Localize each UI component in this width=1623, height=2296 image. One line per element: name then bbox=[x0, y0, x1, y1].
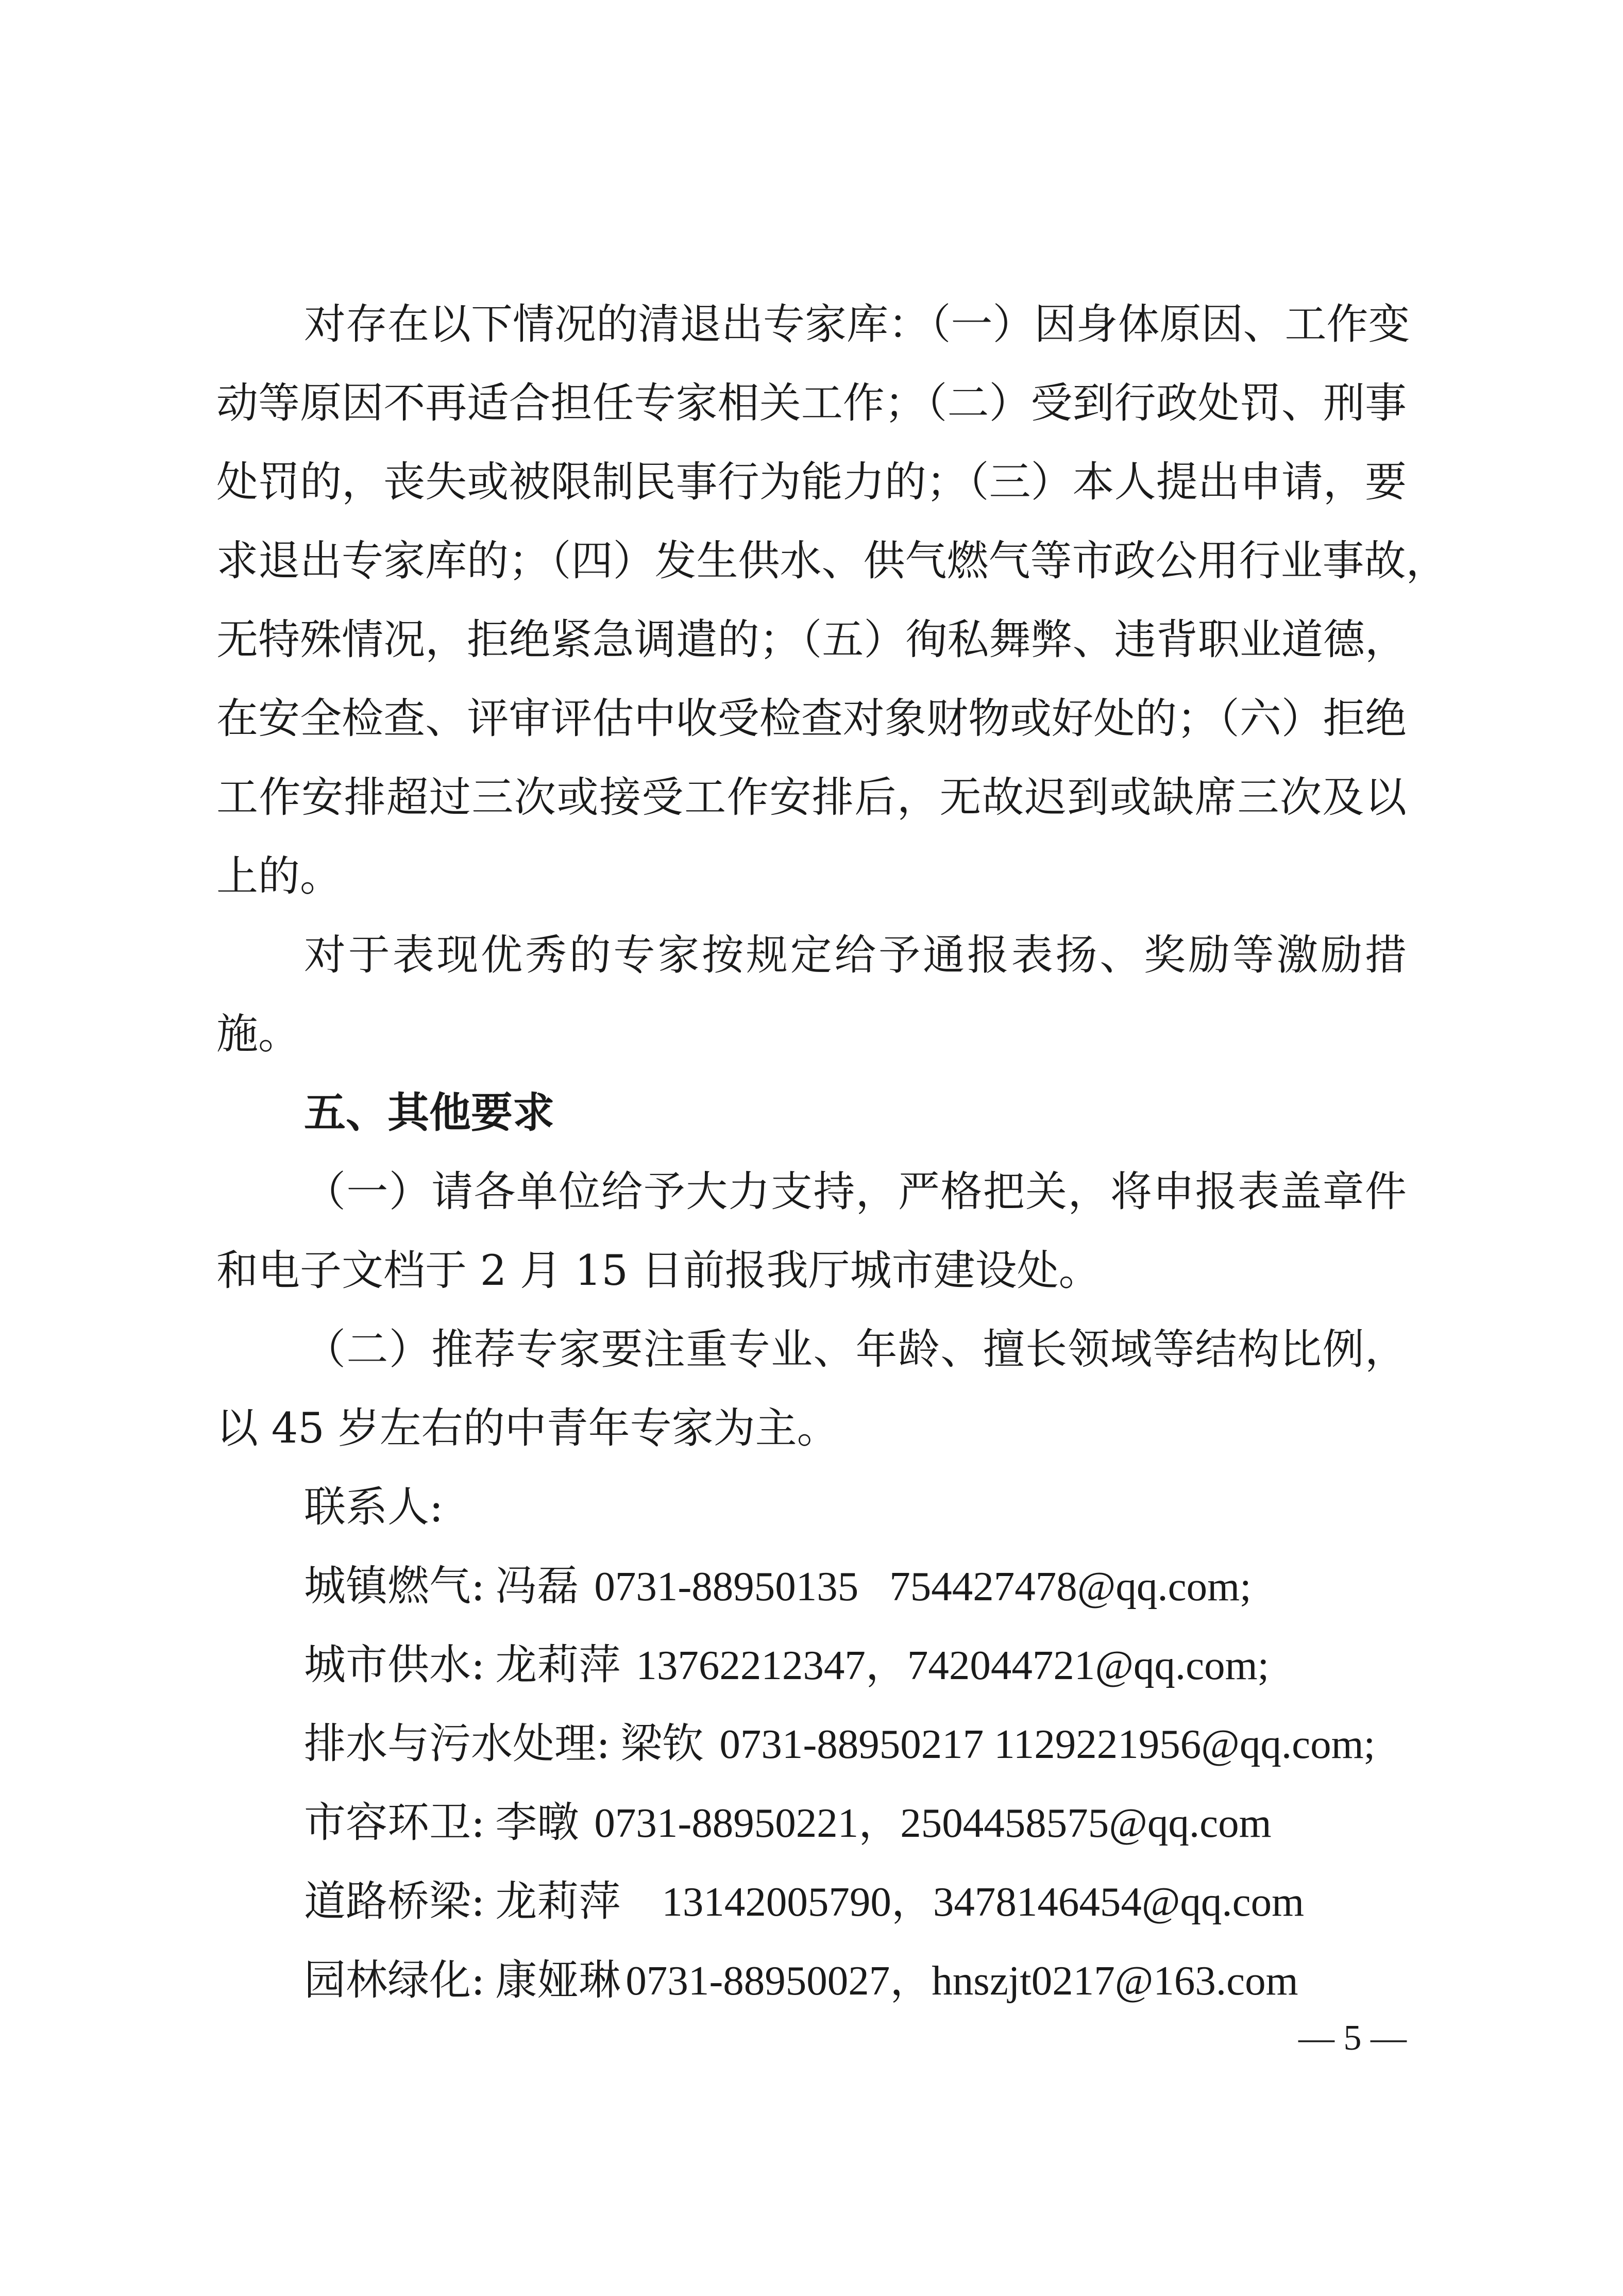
contact-row bbox=[304, 1548, 1438, 1625]
paragraph-line: 处罚的，丧失或被限制民事行为能力的；（三）本人提出申请，要 bbox=[216, 458, 1407, 507]
paragraph-line: 无特殊情况，拒绝紧急调遣的；（五）徇私舞弊、违背职业道德， bbox=[216, 616, 1407, 664]
contact-row bbox=[304, 1705, 1438, 1783]
contact-phone: 0731-88950027， bbox=[625, 1957, 932, 2004]
page-number: — 5 — bbox=[1298, 2018, 1407, 2058]
paragraph-line: 和电子文档于 2 月 15 日前报我厅城市建设处。 bbox=[216, 1247, 1101, 1295]
contact-category: 排水与污水处理: bbox=[304, 1720, 611, 1768]
contact-row bbox=[304, 1784, 1438, 1862]
contact-phone: 0731-88950135 bbox=[594, 1563, 859, 1610]
contact-category: 城市供水: bbox=[304, 1641, 485, 1689]
contact-name: 梁钦 bbox=[620, 1720, 704, 1768]
contact-row bbox=[304, 1942, 1438, 2019]
paragraph-line: （二）推荐专家要注重专业、年龄、擅长领域等结构比例， bbox=[304, 1326, 1407, 1374]
contact-name: 康娅琳 bbox=[495, 1956, 621, 2005]
paragraph-line: （一）请各单位给予大力支持，严格把关，将申报表盖章件 bbox=[304, 1168, 1407, 1216]
paragraph-line: 上的。 bbox=[216, 852, 342, 901]
paragraph-line: 对存在以下情况的清退出专家库：（一）因身体原因、工作变 bbox=[304, 300, 1410, 349]
paragraph-line: 求退出专家库的；（四）发生供水、供气燃气等市政公用行业事故， bbox=[216, 537, 1448, 585]
contact-phone: 13142005790， bbox=[662, 1879, 933, 1925]
paragraph-line: 动等原因不再适合担任专家相关工作；（二）受到行政处罚、刑事 bbox=[216, 379, 1407, 428]
contact-category: 市容环卫: bbox=[304, 1799, 485, 1847]
section-heading: 五、其他要求 bbox=[304, 1089, 555, 1137]
contact-email: 754427478@qq.com; bbox=[889, 1563, 1252, 1610]
contact-name: 龙莉萍 bbox=[495, 1641, 621, 1689]
contact-category: 道路桥梁: bbox=[304, 1878, 485, 1926]
paragraph-line: 对于表现优秀的专家按规定给予通报表扬、奖励等激励措 bbox=[304, 931, 1407, 980]
contact-email: 742044721@qq.com; bbox=[907, 1642, 1270, 1688]
paragraph-line: 工作安排超过三次或接受工作安排后，无故迟到或缺席三次及以 bbox=[216, 774, 1407, 822]
paragraph-line: 在安全检查、评审评估中收受检查对象财物或好处的；（六）拒绝 bbox=[216, 695, 1407, 743]
contact-category: 园林绿化: bbox=[304, 1956, 485, 2005]
contact-email: 2504458575@qq.com bbox=[900, 1800, 1272, 1846]
paragraph-line: 以 45 岁左右的中青年专家为主。 bbox=[216, 1404, 839, 1453]
contact-row bbox=[304, 1863, 1438, 1940]
contact-name: 龙莉萍 bbox=[495, 1878, 621, 1926]
contact-name: 冯磊 bbox=[495, 1562, 579, 1611]
contact-email: 3478146454@qq.com bbox=[933, 1879, 1305, 1925]
contact-category: 城镇燃气: bbox=[304, 1562, 485, 1611]
contact-phone: 0731-88950217 bbox=[719, 1721, 984, 1767]
paragraph-line: 施。 bbox=[216, 1010, 300, 1059]
contact-row bbox=[304, 1627, 1438, 1704]
contact-email: hnszjt0217@163.com bbox=[932, 1957, 1298, 2004]
contact-name: 李暾 bbox=[495, 1799, 579, 1847]
contacts-label: 联系人: bbox=[304, 1483, 444, 1532]
contact-phone: 0731-88950221， bbox=[594, 1800, 901, 1846]
contact-email: 1129221956@qq.com; bbox=[994, 1721, 1376, 1767]
contact-phone: 13762212347， bbox=[636, 1642, 907, 1688]
